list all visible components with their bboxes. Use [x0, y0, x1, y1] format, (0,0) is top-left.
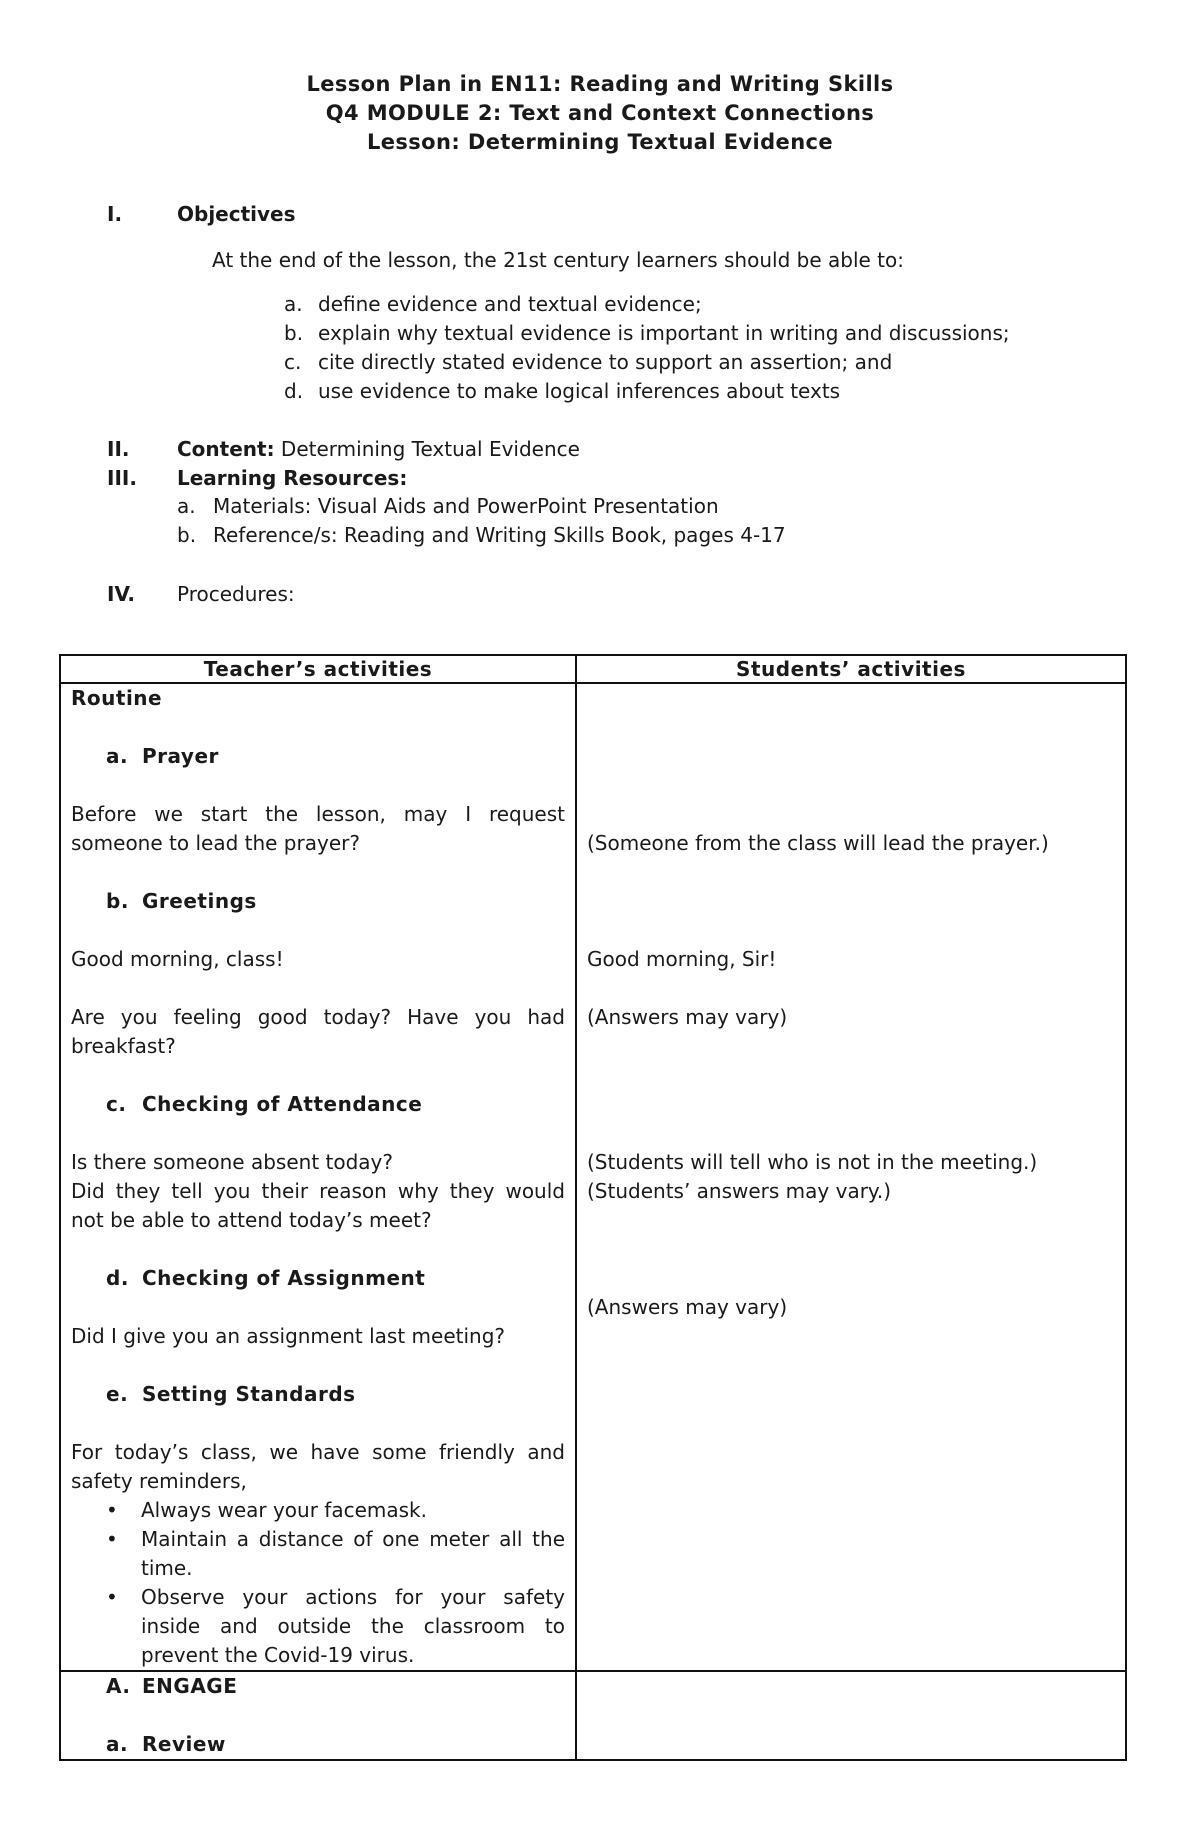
teacher-routine-cell [60, 683, 576, 1671]
teacher-reason-text: Did they tell you their reason why they would not be able to attend today’s meet? [71, 1179, 565, 1232]
resource-item [177, 521, 786, 550]
attendance-letter: c. [106, 1092, 127, 1116]
resource-text: Materials: Visual Aids and PowerPoint Presentation [213, 494, 719, 518]
student-feeling-text: (Answers may vary) [587, 1005, 788, 1029]
objective-letter: b. [284, 321, 304, 345]
objective-text: use evidence to make logical inferences about texts [318, 379, 841, 403]
objective-text: cite directly stated evidence to support an assertion; and [318, 350, 893, 374]
header-module: Q4 MODULE 2: Text and Context Connections [325, 101, 875, 125]
prayer-title: Prayer [142, 744, 219, 768]
review-letter: a. [106, 1732, 129, 1756]
objective-item [284, 348, 1010, 377]
objectives-heading: Objectives [177, 202, 296, 226]
objective-letter: a. [284, 292, 303, 316]
objective-letter: d. [284, 379, 304, 403]
student-absent-text: (Students will tell who is not in the meeting.) [587, 1150, 1038, 1174]
greetings-letter: b. [106, 889, 129, 913]
list-item: • Maintain a distance of one meter all the time. [141, 1525, 565, 1583]
header-title: Lesson Plan in EN11: Reading and Writing Skills [306, 72, 894, 96]
procedures-label: Procedures: [177, 582, 295, 606]
assignment-letter: d. [106, 1266, 129, 1290]
assignment-title: Checking of Assignment [142, 1266, 426, 1290]
student-prayer-text: (Someone from the class will lead the prayer.) [587, 831, 1049, 855]
attendance-title: Checking of Attendance [142, 1092, 423, 1116]
objectives-numeral: I. [107, 202, 123, 226]
prayer-heading [71, 742, 565, 771]
objectives-intro: At the end of the lesson, the 21st century learners should be able to: [212, 248, 904, 272]
content-text: Determining Textual Evidence [274, 437, 580, 461]
attendance-heading [71, 1090, 565, 1119]
content-numeral: II. [107, 437, 130, 461]
table-row-engage [60, 1671, 1126, 1760]
engage-title: ENGAGE [142, 1674, 238, 1698]
document-header [0, 70, 1200, 157]
review-title: Review [142, 1732, 226, 1756]
objective-item [284, 319, 1010, 348]
standards-letter: e. [106, 1382, 129, 1406]
teacher-engage-cell [60, 1671, 576, 1760]
objective-item [284, 377, 1010, 406]
resource-item [177, 492, 786, 521]
teacher-greeting-text: Good morning, class! [71, 947, 284, 971]
objective-item [284, 290, 1010, 319]
prayer-letter: a. [106, 744, 129, 768]
review-heading [71, 1730, 565, 1759]
procedures-numeral: IV. [107, 582, 135, 606]
student-greeting-text: Good morning, Sir! [587, 947, 777, 971]
engage-heading [71, 1672, 565, 1701]
teacher-prayer-text: Before we start the lesson, may I request someone to lead the prayer? [71, 802, 565, 855]
assignment-heading [71, 1264, 565, 1293]
objective-text: explain why textual evidence is important in writing and discussions; [318, 321, 1010, 345]
procedures-table [59, 654, 1127, 1761]
student-column-header: Students’ activities [576, 655, 1126, 683]
objective-text: define evidence and textual evidence; [318, 292, 702, 316]
resource-letter: b. [177, 523, 197, 547]
header-lesson: Lesson: Determining Textual Evidence [366, 130, 834, 154]
student-engage-cell [576, 1671, 1126, 1760]
teacher-feeling-text: Are you feeling good today? Have you had breakfast? [71, 1005, 565, 1058]
student-routine-cell [576, 683, 1126, 1671]
student-reason-text: (Students’ answers may vary.) [587, 1179, 892, 1203]
resource-letter: a. [177, 494, 196, 518]
standards-title: Setting Standards [142, 1382, 356, 1406]
list-item: • Always wear your facemask. [141, 1496, 565, 1525]
resources-list [177, 492, 786, 550]
student-assignment-text: (Answers may vary) [587, 1295, 788, 1319]
engage-letter: A. [106, 1674, 131, 1698]
teacher-column-header: Teacher’s activities [60, 655, 576, 683]
teacher-assignment-text: Did I give you an assignment last meeting? [71, 1324, 506, 1348]
greetings-title: Greetings [142, 889, 257, 913]
teacher-absent-text: Is there someone absent today? [71, 1150, 393, 1174]
objectives-list [284, 290, 1010, 406]
table-header-row [60, 655, 1126, 683]
content-label: Content: [177, 437, 275, 461]
reminders-list [71, 1496, 565, 1670]
greetings-heading [71, 887, 565, 916]
resource-text: Reference/s: Reading and Writing Skills Book, pages 4-17 [213, 523, 786, 547]
list-item: • Observe your actions for your safety inside and outside the classroom to prevent the Covid-19 virus. [141, 1583, 565, 1670]
routine-heading: Routine [71, 686, 163, 710]
standards-heading [71, 1380, 565, 1409]
standards-intro-text: For today’s class, we have some friendly and safety reminders, [71, 1440, 565, 1493]
resources-numeral: III. [107, 466, 137, 490]
resources-label: Learning Resources: [177, 466, 408, 490]
objective-letter: c. [284, 350, 302, 374]
table-row-routine [60, 683, 1126, 1671]
